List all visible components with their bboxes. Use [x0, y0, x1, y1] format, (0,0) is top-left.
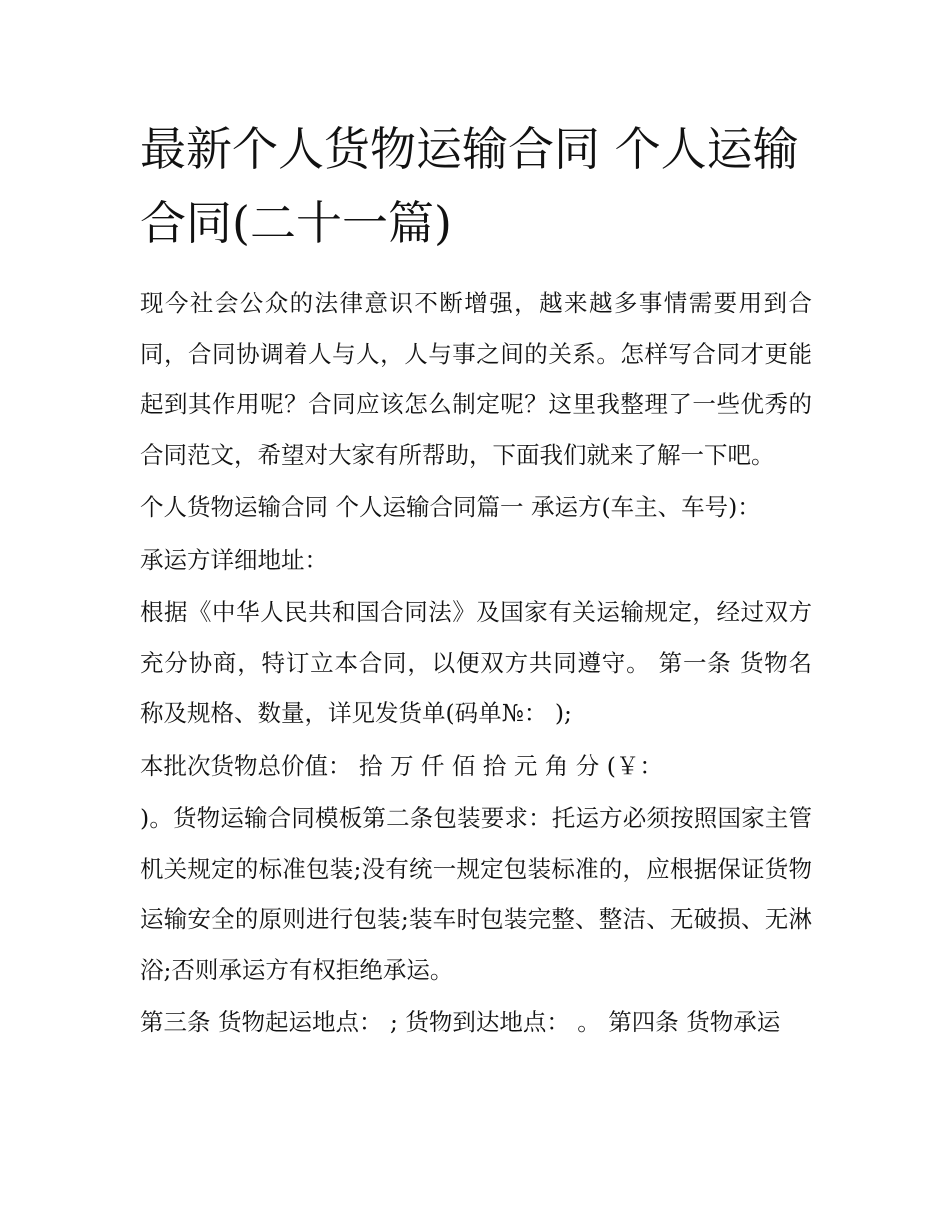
clause-two-packaging-paragraph: )。货物运输合同模板第二条包装要求：托运方必须按照国家主管机关规定的标准包装;没有统一规定包装标准的，应根据保证货物运输安全的原则进行包装;装车时包装完整、整洁、无破损、无淋浴;否则承运方有权拒绝承运。: [140, 804, 812, 984]
clause-one-paragraph: 根据《中华人民共和国合同法》及国家有关运输规定，经过双方充分协商，特订立本合同，以便双方共同遵守。 第一条 货物名称及规格、数量，详见发货单(码单№： );: [140, 598, 812, 727]
section-heading-carrier: 个人货物运输合同 个人运输合同篇一 承运方(车主、车号)：: [140, 493, 761, 521]
document-title: 最新个人货物运输合同 个人运输合同(二十一篇): [140, 122, 799, 250]
goods-total-value-line: 本批次货物总价值： 拾 万 仟 佰 拾 元 角 分 (￥：: [140, 751, 663, 780]
carrier-address-line: 承运方详细地址：: [140, 545, 328, 574]
clause-three-locations-line: 第三条 货物起运地点： ; 货物到达地点： 。 第四条 货物承运: [140, 1008, 781, 1036]
intro-paragraph: 现今社会公众的法律意识不断增强，越来越多事情需要用到合同，合同协调着人与人，人与事之间的关系。怎样写合同才更能起到其作用呢？合同应该怎么制定呢？这里我整理了一些优秀的合同范文，希望对大家有所帮助，下面我们就来了解一下吧。: [140, 289, 812, 469]
document-page: [140, 112, 812, 1050]
